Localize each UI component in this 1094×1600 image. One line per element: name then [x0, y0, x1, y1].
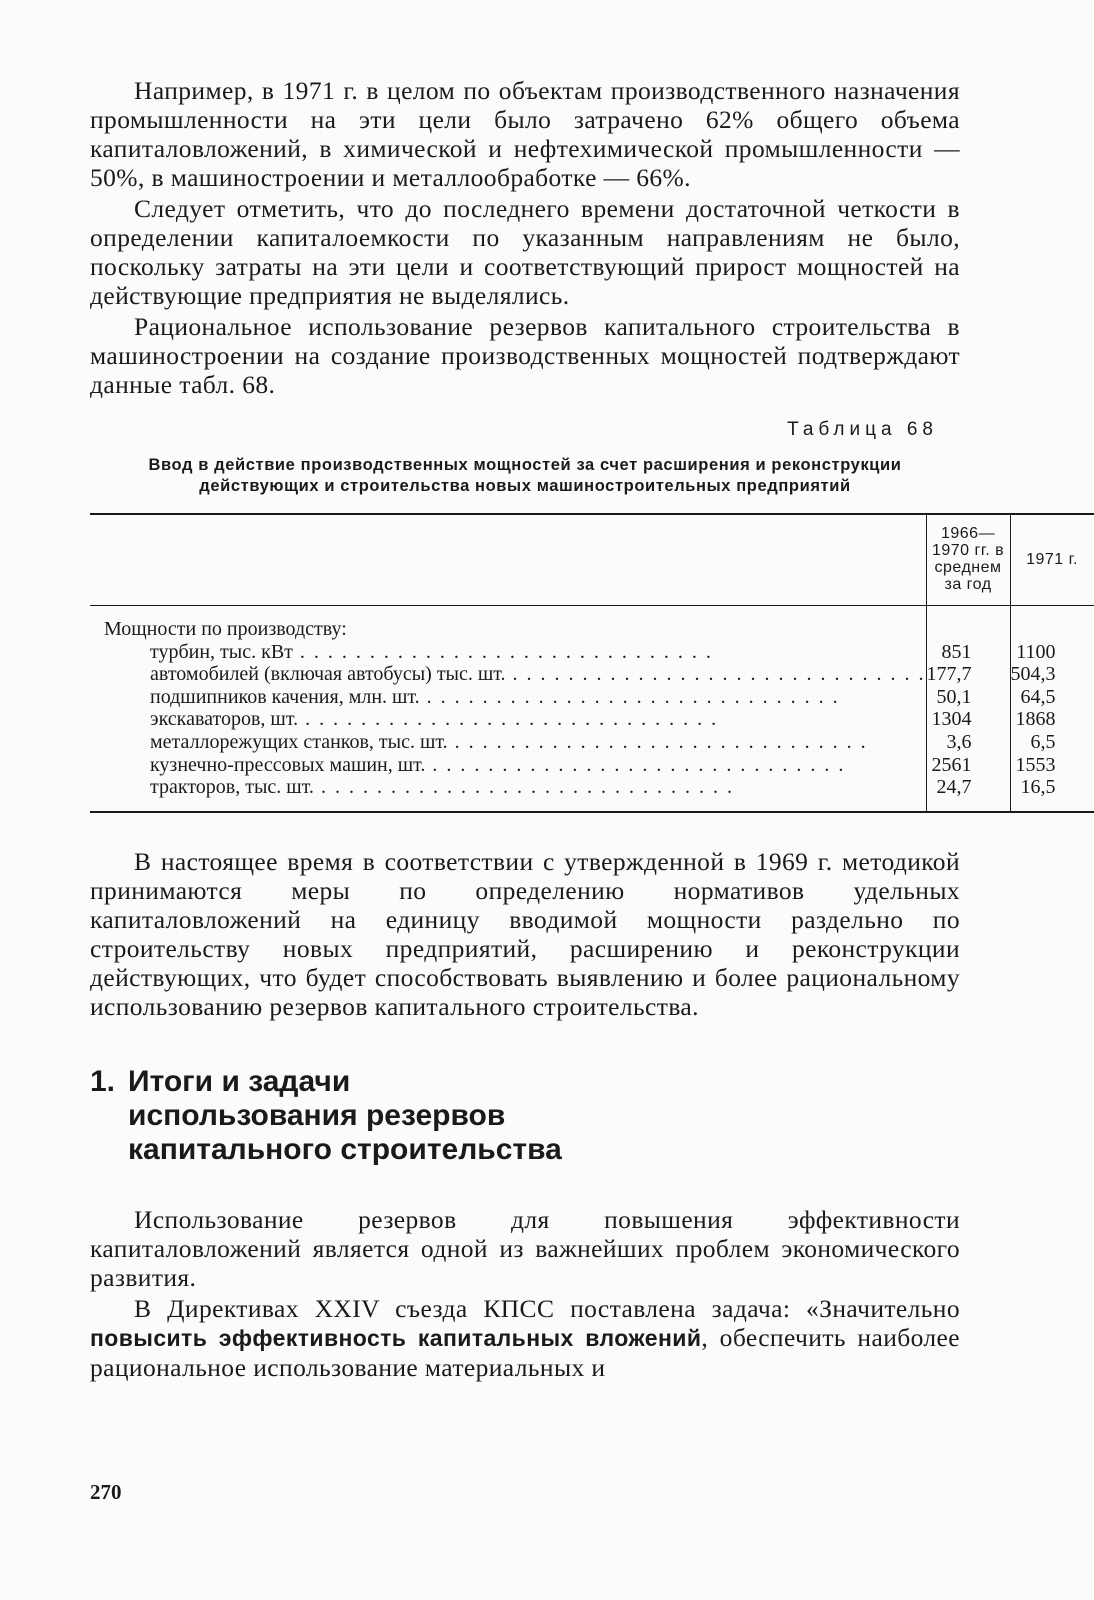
row-value-1966-1970: 50,1 — [926, 686, 1010, 709]
row-value-1966-1970: 851 — [926, 641, 1010, 664]
table-number: Таблица 68 — [787, 419, 938, 440]
header-label-column — [90, 514, 926, 606]
section-title-line-2: использования резервов — [128, 1098, 506, 1132]
data-table — [90, 513, 1094, 813]
row-value-1971: 64,5 — [1010, 686, 1094, 709]
table-row — [90, 686, 1094, 709]
row-value-1971: 16,5 — [1010, 776, 1094, 812]
section-title-line-1: Итоги и задачи — [128, 1064, 351, 1098]
row-value-1966-1970: 177,7 — [926, 663, 1010, 686]
emphasis-text: повысить эффективность капитальных вложений — [90, 1324, 702, 1351]
header-period-1966-1970: 1966—1970 гг. в среднем за год — [926, 514, 1010, 606]
page-content — [90, 76, 1078, 1382]
table-row — [90, 776, 1094, 812]
row-label: подшипников качения, млн. шт. — [150, 685, 420, 708]
row-value-1966-1970: 3,6 — [926, 731, 1010, 754]
table-row — [90, 731, 1094, 754]
row-label: экскаваторов, шт. — [150, 708, 299, 731]
table-title: Ввод в действие производственных мощностей за счет расширения и реконструкции действующих и строительства новых машиностроительных предприятий — [148, 456, 902, 495]
table-group-row — [90, 606, 1094, 641]
row-value-1971: 6,5 — [1010, 731, 1094, 754]
table-header-row — [90, 514, 1094, 606]
group-label: Мощности по производству: — [104, 618, 347, 640]
paragraph-2: Следует отметить, что до последнего времени достаточной четкости в определении капиталоемкости по указанным направлениям не было, поскольку затраты на эти цели и соответствующий прирост мощностей на действующие предприятия не выделялись. — [90, 194, 960, 310]
section-heading — [90, 1065, 960, 1167]
paragraph-4: В настоящее время в соответствии с утвержденной в 1969 г. методикой принимаются меры по определению нормативов удельных капиталовложений на единицу вводимой мощности раздельно по строительству новых предприятий, расширению и реконструкции действующих, что будет способствовать выявлению и более рациональному использованию резервов капитального строительства. — [90, 846, 960, 1021]
table-row — [90, 663, 1094, 686]
row-label: тракторов, тыс. шт. — [150, 776, 314, 799]
row-label: металлорежущих станков, тыс. шт. — [150, 730, 448, 753]
header-year-1971: 1971 г. — [1010, 514, 1094, 606]
row-value-1966-1970: 1304 — [926, 708, 1010, 731]
row-label: кузнечно-прессовых машин, шт. — [150, 753, 426, 776]
paragraph-5: Использование резервов для повышения эффективности капиталовложений является одной из важнейших проблем экономического развития. — [90, 1204, 960, 1292]
paragraph-1: Например, в 1971 г. в целом по объектам производственного назначения промышленности на эти цели было затрачено 62% общего объема капиталовложений, в химической и нефтехимической промышленности — 50%, в машиностроении и металлообработке — 66%. — [90, 76, 960, 192]
paragraph-6: В Директивах XXIV съезда КПСС поставлена задача: «Значительно повысить эффективность капитальных вложений, обеспечить наиболее рациональное использование материальных и — [90, 1293, 960, 1382]
section-number: 1. — [90, 1064, 116, 1098]
row-label: автомобилей (включая автобусы) тыс. шт. — [150, 663, 506, 686]
section-title-line-3: капитального строительства — [128, 1132, 562, 1166]
table-row — [90, 708, 1094, 731]
row-value-1971: 504,3 — [1010, 663, 1094, 686]
paragraph-3: Рациональное использование резервов капитального строительства в машиностроении на создание производственных мощностей подтверждают данные табл. 68. — [90, 312, 960, 399]
row-value-1966-1970: 24,7 — [926, 776, 1010, 812]
table-row — [90, 641, 1094, 664]
table-row — [90, 754, 1094, 777]
row-value-1971: 1553 — [1010, 754, 1094, 777]
page-number: 270 — [90, 1480, 122, 1504]
row-label: турбин, тыс. кВт — [150, 640, 293, 663]
row-value-1966-1970: 2561 — [926, 754, 1010, 777]
row-value-1971: 1868 — [1010, 708, 1094, 731]
row-value-1971: 1100 — [1010, 641, 1094, 664]
